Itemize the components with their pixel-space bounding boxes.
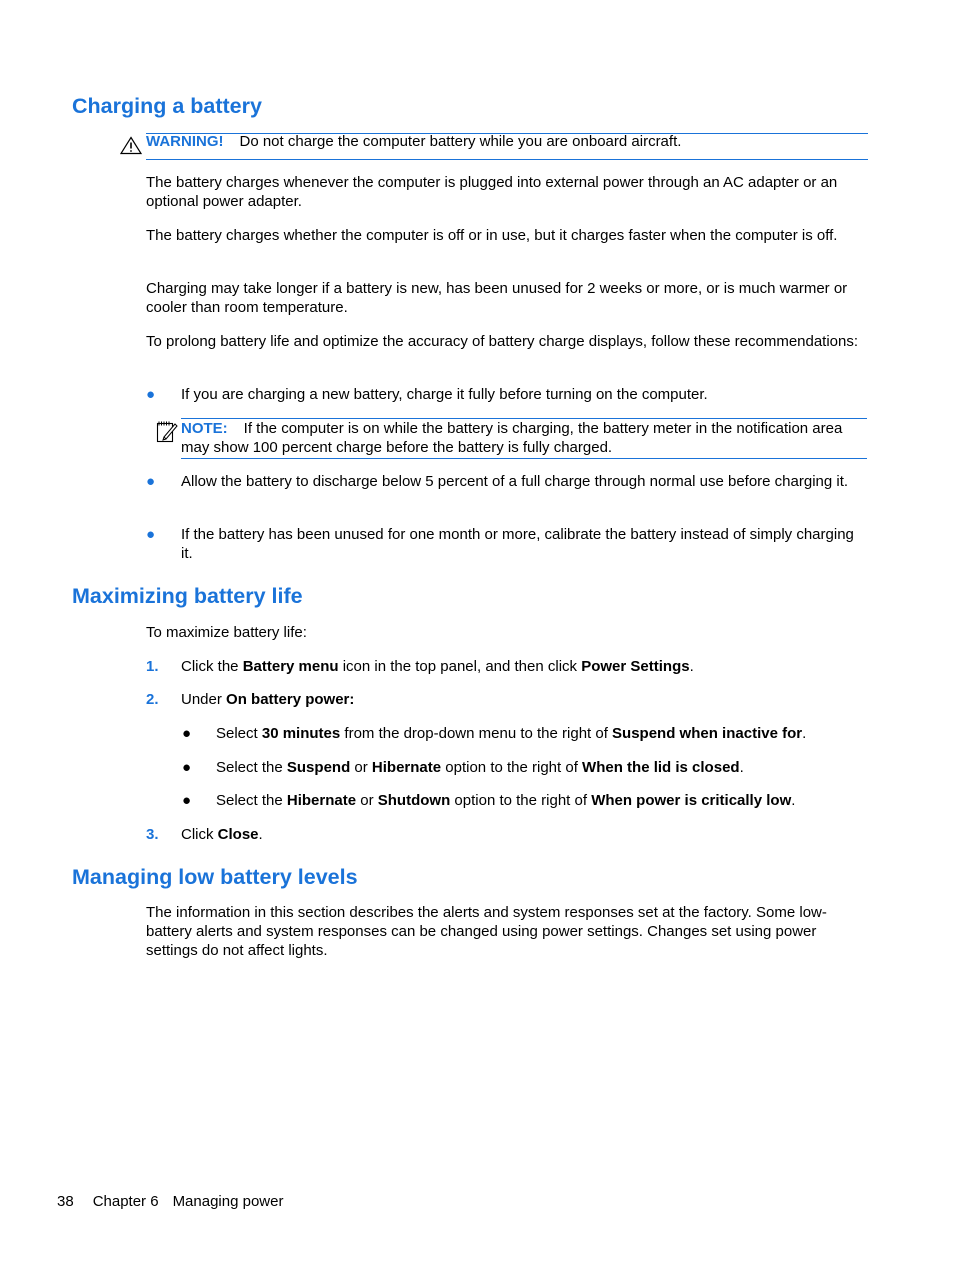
page-footer — [57, 1192, 283, 1211]
warning-bottom-rule — [146, 159, 868, 160]
chapter-title: Managing power — [172, 1193, 284, 1210]
text-bold: 30 minutes — [261, 725, 341, 742]
warning-triangle-icon — [120, 136, 142, 155]
text-bold: Shutdown — [377, 792, 451, 809]
text: Select the — [216, 759, 287, 776]
text-bold: Close — [217, 826, 259, 843]
text: . — [689, 658, 694, 675]
page-number: 38 — [57, 1193, 74, 1210]
warning-text: Do not charge the computer battery while you are onboard aircraft. — [239, 133, 682, 150]
text: . — [791, 792, 796, 809]
paragraph-charging-longer: Charging may take longer if a battery is new, has been unused for 2 weeks or more, or is much warmer or cooler than room temperature. — [146, 280, 848, 316]
text: or — [350, 759, 372, 776]
text: icon in the top panel, and then click — [338, 658, 582, 675]
text-bold: Hibernate — [371, 759, 442, 776]
text: or — [356, 792, 378, 809]
text-bold: Suspend — [286, 759, 351, 776]
text-bold: Suspend when inactive for — [612, 725, 803, 742]
paragraph-battery-charges-plugged: The battery charges whenever the computer is plugged into external power through an AC adapter or an optional power adapter. — [146, 174, 838, 210]
bullet-calibrate: If the battery has been unused for one month or more, calibrate the battery instead of simply charging it. — [181, 526, 854, 562]
paragraph-alerts-info: The information in this section describes the alerts and system responses set at the factory. Some low-battery alerts and system responses can be changed using power settings. Changes set using power settings do not affect lights. — [146, 904, 827, 959]
warning-label: WARNING! — [146, 133, 224, 150]
note-label: NOTE: — [181, 420, 228, 437]
substep-30-minutes — [216, 724, 866, 743]
paragraph-battery-charges-off: The battery charges whether the computer is off or in use, but it charges faster when the computer is off. — [146, 227, 838, 244]
step-number: 3. — [146, 826, 159, 843]
text: . — [258, 826, 263, 843]
bullet-new-battery: If you are charging a new battery, charge it fully before turning on the computer. — [181, 386, 708, 403]
text: . — [739, 759, 744, 776]
text: option to the right of — [450, 792, 592, 809]
text: . — [802, 725, 807, 742]
bullet-dot: ● — [182, 792, 192, 809]
text-bold: On battery power: — [226, 691, 355, 708]
text: option to the right of — [441, 759, 583, 776]
step-click-close — [181, 825, 861, 844]
chapter-label: Chapter 6 — [92, 1193, 159, 1210]
text: Under — [181, 691, 227, 708]
heading-maximizing-battery-life: Maximizing battery life — [72, 584, 303, 608]
note-pad-icon — [155, 419, 179, 443]
text-bold: Battery menu — [242, 658, 339, 675]
step-under-on-battery — [181, 690, 861, 709]
text-bold: Power Settings — [581, 658, 690, 675]
paragraph-prolong-battery: To prolong battery life and optimize the accuracy of battery charge displays, follow these recommendations: — [146, 333, 859, 350]
text: Select the — [216, 792, 287, 809]
paragraph-maximize-intro: To maximize battery life: — [146, 624, 307, 641]
step-number: 1. — [146, 658, 159, 675]
bullet-dot: ● — [146, 473, 156, 490]
note-text: If the computer is on while the battery is charging, the battery meter in the notification area may show 100 percent charge before the battery is fully charged. — [181, 420, 843, 456]
warning-callout — [146, 132, 868, 151]
bullet-dot: ● — [182, 759, 192, 776]
bullet-discharge: Allow the battery to discharge below 5 percent of a full charge through normal use before charging it. — [181, 473, 849, 490]
text: Click — [181, 826, 218, 843]
bullet-dot: ● — [182, 725, 192, 742]
text-bold: When power is critically low — [591, 792, 792, 809]
substep-critically-low — [216, 791, 866, 810]
text: from the drop-down menu to the right of — [340, 725, 613, 742]
text: Select — [216, 725, 262, 742]
substep-lid-closed — [216, 758, 866, 777]
heading-charging-a-battery: Charging a battery — [72, 94, 262, 118]
bullet-dot: ● — [146, 386, 156, 403]
text: Click the — [181, 658, 243, 675]
note-bottom-rule — [181, 458, 867, 459]
text-bold: Hibernate — [286, 792, 357, 809]
note-callout — [181, 419, 867, 457]
step-click-battery-menu — [181, 657, 861, 676]
bullet-dot: ● — [146, 526, 156, 543]
text-bold: When the lid is closed — [582, 759, 740, 776]
heading-managing-low-battery-levels: Managing low battery levels — [72, 865, 358, 889]
step-number: 2. — [146, 691, 159, 708]
